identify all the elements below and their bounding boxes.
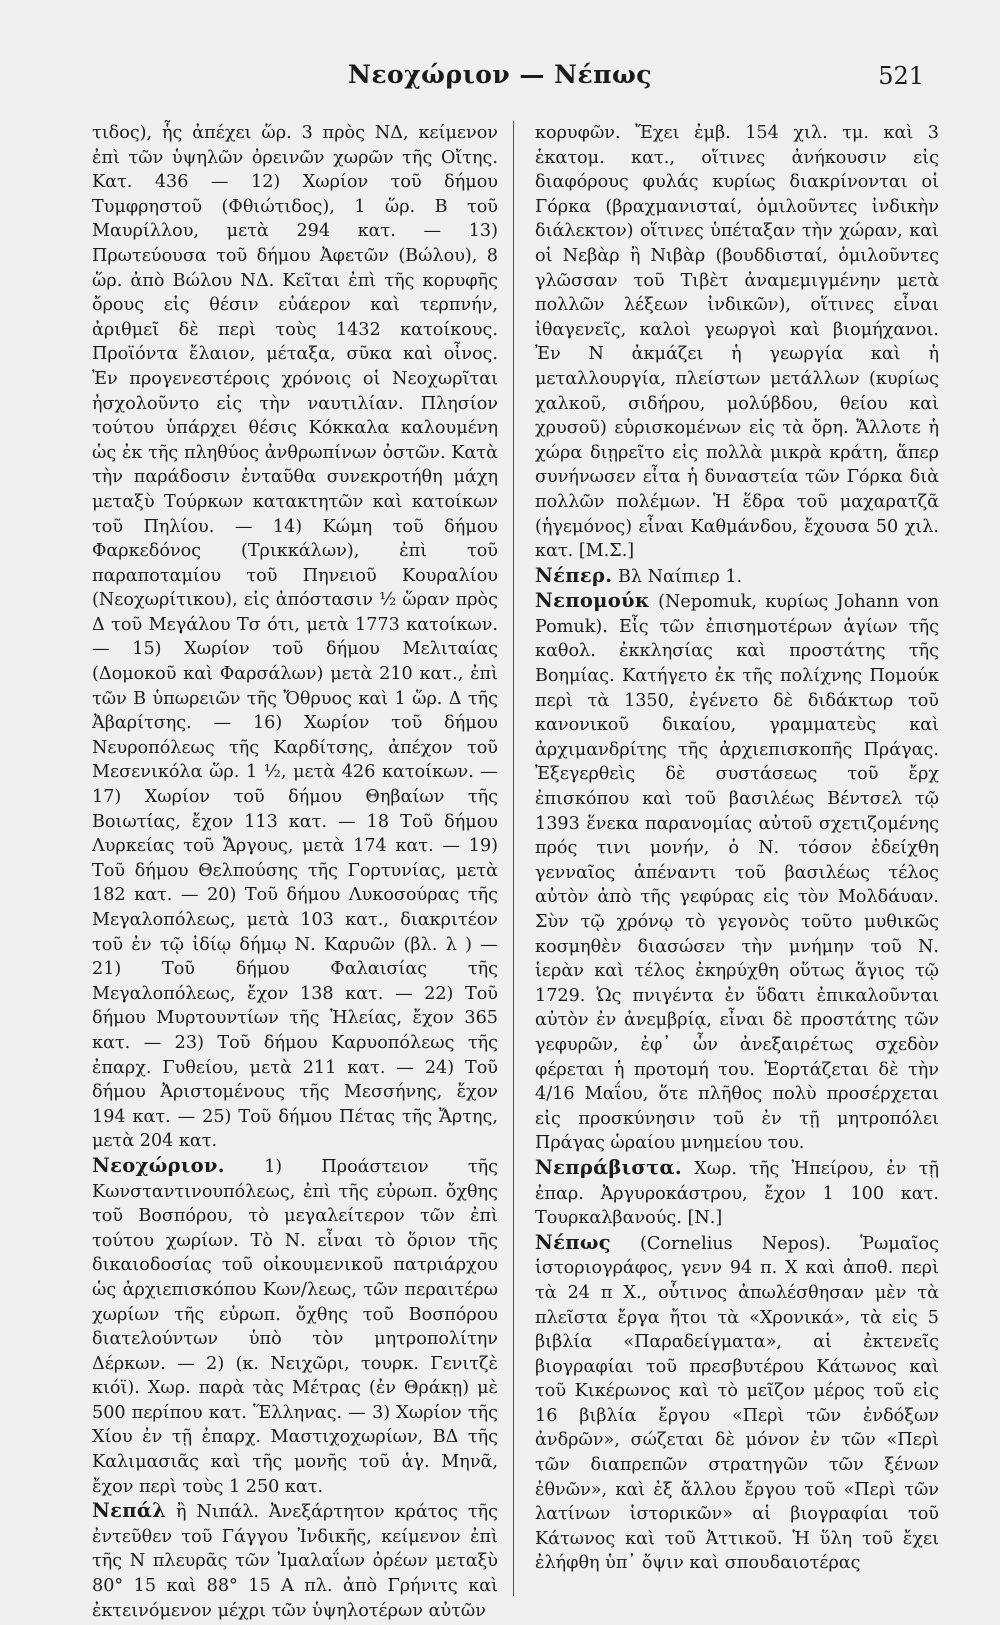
entry-text: κορυφῶν. Ἔχει ἐμβ. 154 χιλ. τμ. καὶ 3 ἑκατομ. κατ., οἵτινες ἀνήκουσιν εἰς διαφόρους φυλάς κυρίως διακρίνονται οἱ Γόρκα (βραχμανισταί, ὁμιλοῦντες ἰνδικὴν διάλεκτον) οἵτινες ὑπέταξαν τὴν χώραν, καὶ οἱ Νεβὰρ ἢ Νιβὰρ (βουδδισταί, ὁμιλοῦντες γλῶσσαν τοῦ Τιβὲτ ἀναμεμιγμένην μετὰ πολλῶν λέξεων ἰνδικῶν), οἵτινες εἶναι ἰθαγενεῖς, καλοὶ γεωργοὶ καὶ βιομήχανοι. Ἐν Ν ἀκμάζει ἡ γεωργία καὶ ἡ μεταλλουργία, πλείστων μετάλλων (κυρίως χαλκοῦ, σιδήρου, μολύβδου, θείου καὶ χρυσοῦ) εὑρισκομένων εἰς τὰ ὄρη. Ἄλλοτε ἡ χώρα διῃρεῖτο εἰς πολλὰ μικρὰ κράτη, ἅπερ συνήνωσεν εἶτα ἡ δυναστεία τῶν Γόρκα διὰ πολλῶν πολέμων. Ἡ ἕδρα τοῦ μαχαρατζᾶ (ἡγεμόνος) εἶναι Καθμάνδου, ἔχουσα 50 χιλ. κατ. [Μ.Σ.] — [535, 123, 939, 562]
headword: Νεπράβιστα. — [535, 1155, 682, 1179]
entry-neochorion — [92, 1154, 498, 1499]
headword: Νέπερ. — [535, 563, 613, 587]
headword: Νεπομούκ — [535, 589, 650, 613]
entry-text: (Cornelius Nepos). Ῥωμαῖος ἱστοριογράφος, γενν 94 π. Χ καὶ ἀποθ. περὶ τὰ 24 π Χ., οὗτινος ἀπωλέσθησαν μὲν τὰ πλεῖστα ἔργα ἤτοι τὰ «Χρονικά», τὰ εἰς 5 βιβλία «Παραδείγματα», αἱ ἐκτενεῖς βιογραφίαι τοῦ πρεσβυτέρου Κάτωνος καὶ τοῦ Κικέρωνος καὶ τὸ μεῖζον μέρος τοῦ εἰς 16 βιβλία ἔργου «Περὶ τῶν ἐνδόξων ἀνδρῶν», σώζεται δὲ μόνον ἐν τῶν «Περὶ τῶν διαπρεπῶν στρατηγῶν τῶν ξένων ἐθνῶν», καὶ ἐξ ἄλλου ἔργου τοῦ «Περὶ τῶν λατίνων ἱστορικῶν» αἱ βιογραφίαι τοῦ Κάτωνος καὶ τοῦ Ἀττικοῦ. Ἡ ὕλη τοῦ ἔχει ἐλήφθη ὑπ᾽ ὄψιν καὶ σπουδαιοτέρας — [535, 1233, 939, 1574]
entry-text: 1) Προάστειον τῆς Κωνσταντινουπόλεως, ἐπὶ τῆς εὐρωπ. ὄχθης τοῦ Βοσπόρου, τὸ μεγαλείτερον τῶν ἐπὶ τούτου χωρίων. Τὸ Ν. εἶναι τὸ ὅριον τῆς δικαιοδοσίας τοῦ οἰκουμενικοῦ πατριάρχου ὡς ἀρχιεπισκόπου Κων/λεως, τῶν περαιτέρω χωρίων τῆς εὐρωπ. ὄχθης τοῦ Βοσπόρου διατελούντων ὑπὸ τὸν μητροπολίτην Δέρκων. — 2) (κ. Νειχῶρι, τουρκ. Γενιτζὲ κιόϊ). Χωρ. παρὰ τὰς Μέτρας (ἐν Θράκῃ) μὲ 500 περίπου κατ. Ἕλληνας. — 3) Χωρίον τῆς Χίου ἐν τῇ ἐπαρχ. Μαστιχοχωρίων, ΒΔ τῆς Καλιμασιᾶς καὶ τῆς μονῆς τοῦ ἁγ. Μηνᾶ, ἔχον περὶ τοὺς 1 250 κατ. — [92, 1156, 498, 1497]
entry-neper — [535, 564, 939, 590]
right-column — [535, 121, 939, 1576]
entry-nepravista — [535, 1156, 939, 1231]
entry-continuation — [92, 121, 498, 1154]
headword: Νέπως — [535, 1230, 611, 1254]
headword: Νεοχώριον. — [92, 1153, 225, 1177]
headword: Νεπάλ — [92, 1499, 167, 1523]
entry-text: Βλ Ναίπιερ 1. — [612, 566, 743, 587]
running-head — [0, 60, 1000, 100]
entry-nepos — [535, 1231, 939, 1576]
left-column — [92, 121, 498, 1623]
entry-text: τιδος), ἧς ἀπέχει ὥρ. 3 πρὸς ΝΔ, κείμενον ἐπὶ τῶν ὑψηλῶν ὀρεινῶν χωρῶν τῆς Οἴτης. Κατ. 436 — 12) Χωρίον τοῦ δήμου Τυμφρηστοῦ (Φθιώτιδος), 1 ὥρ. Β τοῦ Μαυρίλλου, μετὰ 294 κατ. — 13) Πρωτεύουσα τοῦ δήμου Ἀφετῶν (Βώλου), 8 ὥρ. ἀπὸ Βώλου ΝΔ. Κεῖται ἐπὶ τῆς κορυφῆς ὄρους εἰς θέσιν εὐάερον καὶ τερπνήν, ἀριθμεῖ δὲ περὶ τοὺς 1432 κατοίκους. Προϊόντα ἔλαιον, μέταξα, σῦκα καὶ οἶνος. Ἐν προγενεστέροις χρόνοις οἱ Νεοχωρῖται ἠσχολοῦντο εἰς τὴν ναυτιλίαν. Πλησίον τούτου ὑπάρχει θέσις Κόκκαλα καλουμένη ὡς ἐκ τῆς πληθύος ἀνθρωπίνων ὀστῶν. Κατὰ τὴν παράδοσιν ἐνταῦθα συνεκροτήθη μάχη μεταξὺ Τούρκων κατακτητῶν καὶ κατοίκων τοῦ Πηλίου. — 14) Κώμη τοῦ δήμου Φαρκεδόνος (Τρικκάλων), ἐπὶ τοῦ παραποταμίου τοῦ Πηνειοῦ Κουραλίου (Νεοχωρίτικου), εἰς ἀπόστασιν ½ ὥραν πρὸς Δ τοῦ Μεγάλου Τσ ότι, μετὰ 1773 κατοίκων.— 15) Χωρίον τοῦ δήμου Μελιταίας (Δομοκοῦ καὶ Φαρσάλων) μετὰ 210 κατ., ἐπὶ τῶν Β ὑπωρειῶν τῆς Ὄθρυος καὶ 1 ὥρ. Δ τῆς Ἀβαρίτσης. — 16) Χωρίον τοῦ δήμου Νευροπόλεως τῆς Καρδίτσης, ἀπέχον τοῦ Μεσενικόλα ὥρ. 1 ½, μετὰ 426 κατοίκων. — 17) Χωρίον τοῦ δήμου Θηβαίων τῆς Βοιωτίας, ἔχον 113 κατ. — 18 Τοῦ δήμου Λυρκείας τοῦ Ἄργους, μετὰ 174 κατ. — 19) Τοῦ δήμου Θελπούσης τῆς Γορτυνίας, μετὰ 182 κατ. — 20) Τοῦ δήμου Λυκοσούρας τῆς Μεγαλοπόλεως, μετὰ 103 κατ., διακριτέον τοῦ ἐν τῷ ἰδίῳ δήμῳ Ν. Καρυῶν (βλ. λ ) — 21) Τοῦ δήμου Φαλαισίας τῆς Μεγαλοπόλεως, ἔχον 138 κατ. — 22) Τοῦ δήμου Μυρτουντίων τῆς Ἠλείας, ἔχον 365 κατ. — 23) Τοῦ δήμου Καρυοπόλεως τῆς ἐπαρχ. Γυθείου, μετὰ 211 κατ. — 24) Τοῦ δήμου Ἀριστομένους τῆς Μεσσήνης, ἔχον 194 κατ. — 25) Τοῦ δήμου Πέτας τῆς Ἄρτης, μετὰ 204 κατ. — [92, 123, 498, 1152]
entry-nepal — [92, 1499, 498, 1623]
page-number: 521 — [878, 62, 924, 90]
entry-nepal-continuation — [535, 121, 939, 564]
entry-text: Χωρ. τῆς Ἠπείρου, ἐν τῇ ἐπαρ. Ἀργυροκάστρου, ἔχον 1 100 κατ. Τουρκαλβανούς. [Ν.] — [535, 1158, 939, 1229]
entry-text: (Nepomuk, κυρίως Johann von Pomuk). Εἷς τῶν ἐπισημοτέρων ἁγίων τῆς καθολ. ἐκκλησίας καὶ προστάτης τῆς Βοημίας. Κατήγετο ἐκ τῆς πολίχνης Πομούκ περὶ τὰ 1350, ἐγένετο δὲ διδάκτωρ τοῦ κανονικοῦ δικαίου, γραμματεὺς καὶ ἀρχιμανδρίτης τῆς ἀρχιεπισκοπῆς Πράγας. Ἐξεγερθεὶς δὲ συστάσεως τοῦ ἔρχ ἐπισκόπου καὶ τοῦ βασιλέως Βέντσελ τῷ 1393 ἕνεκα παρανομίας αὐτοῦ σχετιζομένης πρός τινι μονήν, ὁ Ν. τόσον ἐδείχθη γενναῖος ἀπέναντι τοῦ βασιλέως τέλος αὐτὸν ἀπὸ τῆς γεφύρας εἰς τὸν Μολδάυαν. Σὺν τῷ χρόνῳ τὸ γεγονὸς τοῦτο μυθικῶς κοσμηθὲν διασώσεν τὴν μνήμην τοῦ Ν. ἱερὰν καὶ τέλος ἐκηρύχθη οὕτως ἅγιος τῷ 1729. Ὡς πνιγέντα ἐν ὕδατι ἐπικαλοῦνται αὐτὸν ἐν ἀνεμβρίᾳ, εἶναι δὲ προστάτης τῶν γεφυρῶν, ἐφ᾽ ὧν ἀνεξαιρέτως σχεδὸν φέρεται ἡ προτομή του. Ἑορτάζεται δὲ τὴν 4/16 Μαΐου, ὅτε πλῆθος πολὺ προσέρχεται εἰς προσκύνησιν τοῦ ἐν τῇ μητροπόλει Πράγας ὡραίου μνημείου του. — [535, 592, 939, 1154]
running-head-title: Νεοχώριον — Νέπως — [348, 60, 652, 89]
entry-text: ἢ Νιπάλ. Ἀνεξάρτητον κράτος τῆς ἐντεῦθεν τοῦ Γάγγου Ἰνδικῆς, κείμενον ἐπὶ τῆς Ν πλευρᾶς τῶν Ἰμαλαΐων ὀρέων μεταξὺ 80° 15 καὶ 88° 15 Α πλ. ἀπὸ Γρήνιτς καὶ ἐκτεινόμενον μέχρι τῶν ὑψηλοτέρων αὐτῶν — [92, 1502, 498, 1621]
column-divider — [513, 121, 514, 1596]
entry-nepomuk — [535, 589, 939, 1156]
